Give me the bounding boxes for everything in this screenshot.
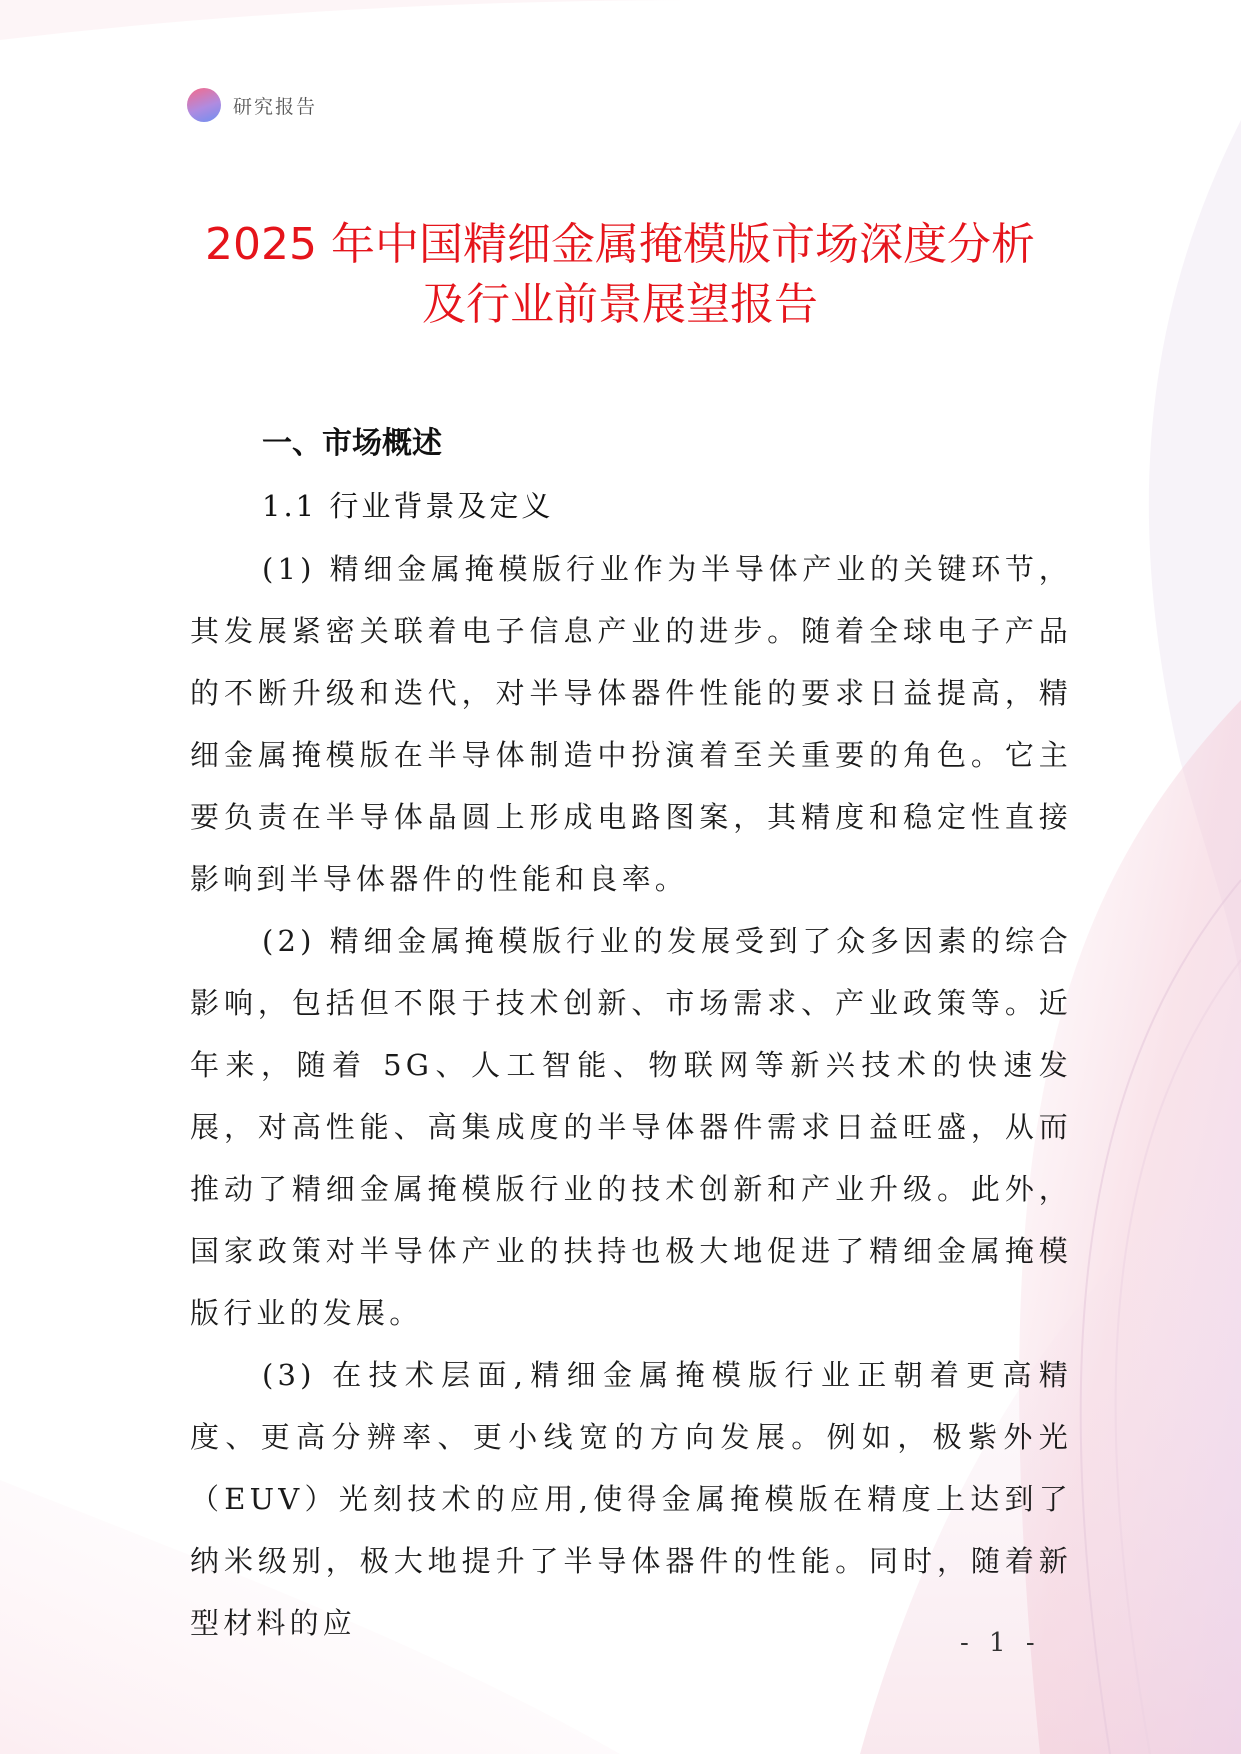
document-title bbox=[120, 215, 1120, 335]
brand-text: 研究报告 bbox=[233, 95, 318, 118]
paragraph-1: (1) 精细金属掩模版行业作为半导体产业的关键环节，其发展紧密关联着电子信息产业的进步。随着全球电子产品的不断升级和迭代，对半导体器件性能的要求日益提高，精细金属掩模版在半导体制造中扮演着至关重要的角色。它主要负责在半导体晶圆上形成电路图案，其精度和稳定性直接影响到半导体器件的性能和良率。 bbox=[190, 552, 1072, 896]
page-number: - 1 - bbox=[960, 1628, 1041, 1658]
header-brand bbox=[187, 88, 317, 122]
section-subheading: 1.1 行业背景及定义 bbox=[262, 489, 554, 523]
document-title-line-1: 2025 年中国精细金属掩模版市场深度分析 bbox=[205, 219, 1035, 270]
document-body bbox=[190, 538, 1072, 1654]
document-title-line-2: 及行业前景展望报告 bbox=[422, 279, 818, 330]
brand-logo-icon bbox=[187, 88, 221, 122]
section-heading: 一、市场概述 bbox=[262, 426, 442, 461]
paragraph-2: (2) 精细金属掩模版行业的发展受到了众多因素的综合影响，包括但不限于技术创新、市场需求、产业政策等。近年来，随着 5G、人工智能、物联网等新兴技术的快速发展，对高性能、高集成度的半导体器件需求日益旺盛，从而推动了精细金属掩模版行业的技术创新和产业升级。此外，国家政策对半导体产业的扶持也极大地促进了精细金属掩模版行业的发展。 bbox=[190, 924, 1072, 1330]
paragraph-3: (3) 在技术层面,精细金属掩模版行业正朝着更高精度、更高分辨率、更小线宽的方向发展。例如，极紫外光（EUV）光刻技术的应用,使得金属掩模版在精度上达到了纳米级别，极大地提升了半导体器件的性能。同时，随着新型材料的应 bbox=[190, 1358, 1072, 1640]
